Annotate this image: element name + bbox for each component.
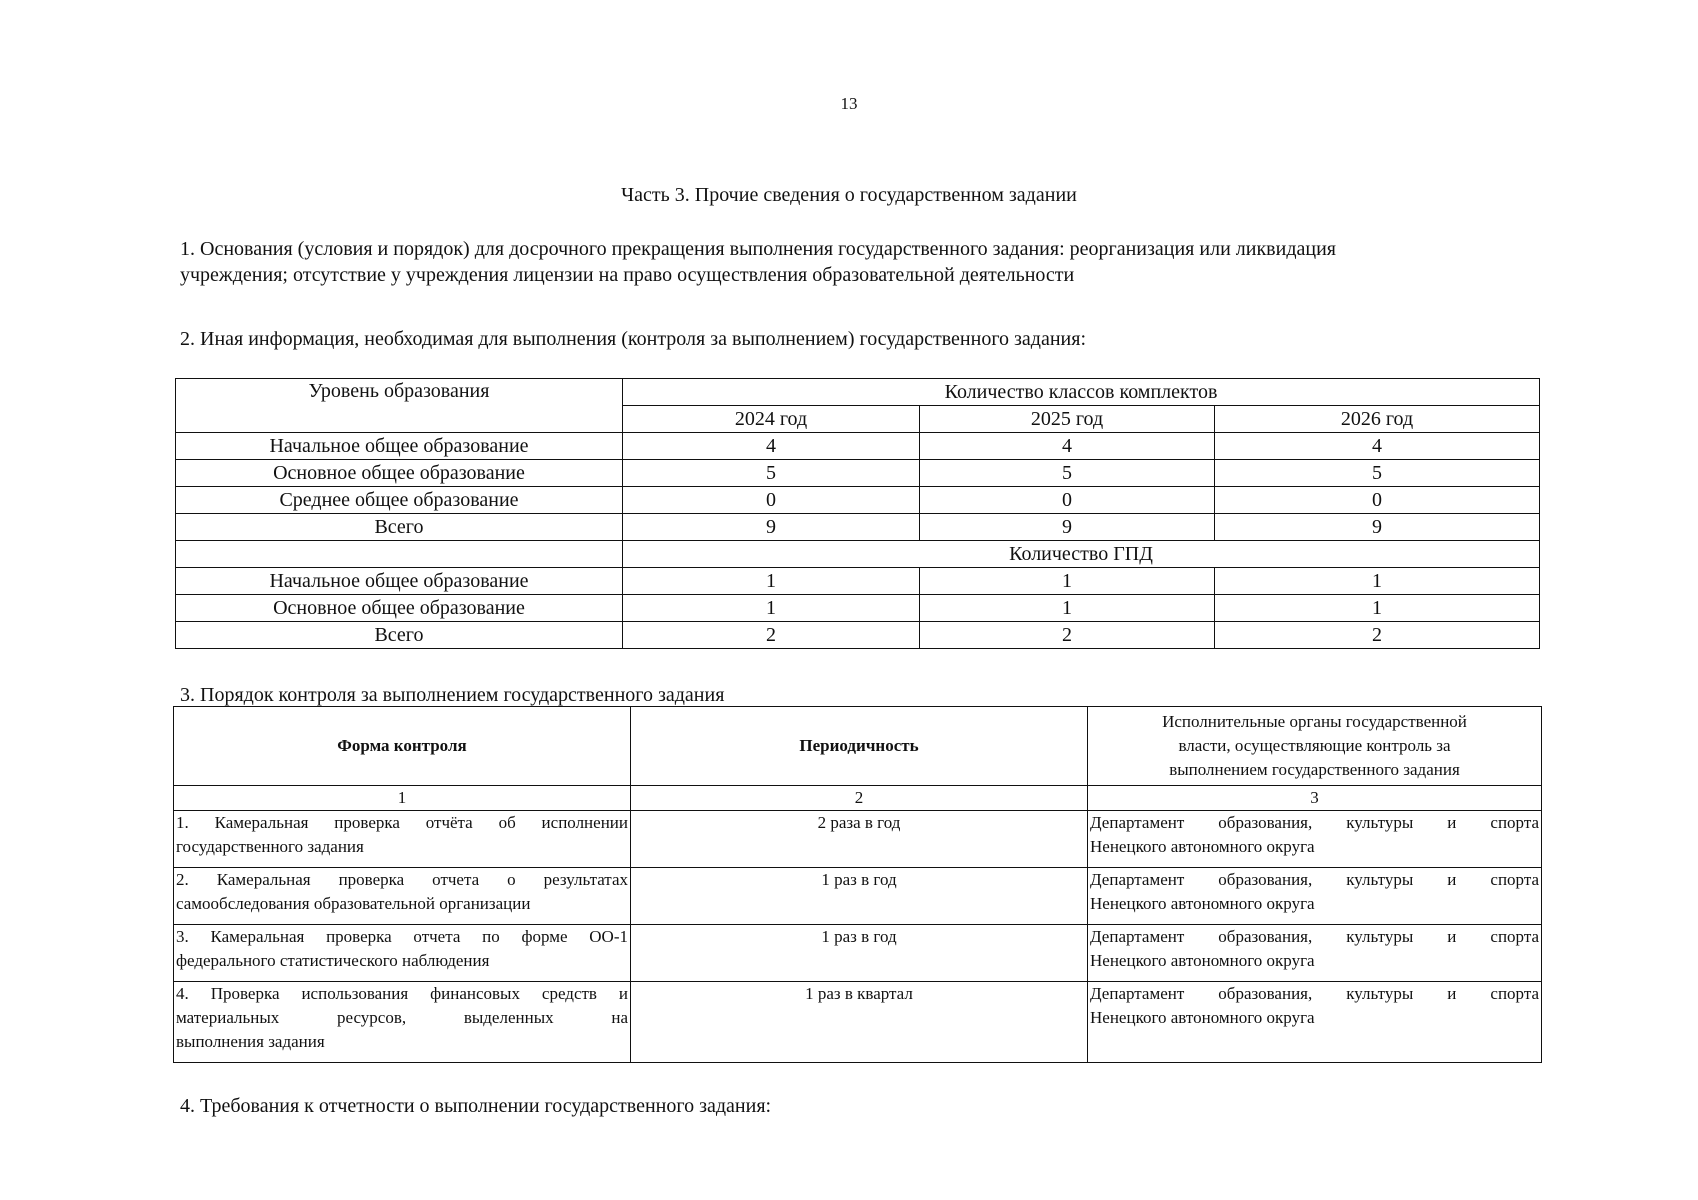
- control-table: [173, 706, 1542, 1063]
- column-number: 3: [1088, 786, 1542, 811]
- control-form-line: 2. Камеральная проверка отчета о результатах: [176, 870, 628, 889]
- column-number: 2: [631, 786, 1088, 811]
- year-header: 2026 год: [1215, 406, 1540, 433]
- control-form-line: материальных ресурсов, выделенных на: [176, 1008, 628, 1027]
- cell-value: 9: [623, 514, 920, 541]
- year-header: 2024 год: [623, 406, 920, 433]
- section-1-line-1: 1. Основания (условия и порядок) для досрочного прекращения выполнения государственного задания: реорганизация или ликвидация: [180, 238, 1336, 260]
- form-header: Форма контроля: [174, 707, 631, 786]
- gpd-header: Количество ГПД: [623, 541, 1540, 568]
- control-form-line: самообследования образовательной организации: [176, 894, 531, 913]
- cell-value: 5: [1215, 460, 1540, 487]
- table-row: [176, 595, 1540, 622]
- cell-value: 1: [920, 568, 1215, 595]
- table-row: [176, 460, 1540, 487]
- organ-header-line: выполнением государственного задания: [1169, 760, 1460, 779]
- row-label: Основное общее образование: [176, 460, 623, 487]
- classes-table: [175, 378, 1540, 649]
- control-form-line: выполнения задания: [176, 1032, 325, 1051]
- cell-value: 5: [623, 460, 920, 487]
- column-number: 1: [174, 786, 631, 811]
- control-form-line: 4. Проверка использования финансовых средств и: [176, 984, 628, 1003]
- control-organ: [1088, 925, 1542, 982]
- control-period: 1 раз в год: [631, 868, 1088, 925]
- section-1-line-2: учреждения; отсутствие у учреждения лицензии на право осуществления образовательной деятельности: [180, 264, 1075, 286]
- control-form-line: государственного задания: [176, 837, 364, 856]
- cell-value: 1: [1215, 595, 1540, 622]
- section-2-heading: 2. Иная информация, необходимая для выполнения (контроля за выполнением) государственного задания:: [180, 328, 1087, 350]
- control-form-line: федерального статистического наблюдения: [176, 951, 490, 970]
- level-header: Уровень образования: [176, 379, 623, 433]
- cell-value: 1: [1215, 568, 1540, 595]
- year-header: 2025 год: [920, 406, 1215, 433]
- section-4-heading: 4. Требования к отчетности о выполнении государственного задания:: [180, 1095, 772, 1117]
- cell-value: 2: [920, 622, 1215, 649]
- table-row: [174, 982, 1542, 1063]
- table-row: [176, 514, 1540, 541]
- row-label: Среднее общее образование: [176, 487, 623, 514]
- control-period: 1 раз в год: [631, 925, 1088, 982]
- control-organ-line: Департамент образования, культуры и спорта: [1090, 984, 1539, 1003]
- control-organ-line: Департамент образования, культуры и спорта: [1090, 813, 1539, 832]
- cell-value: 5: [920, 460, 1215, 487]
- control-period: 2 раза в год: [631, 811, 1088, 868]
- row-label: Начальное общее образование: [176, 568, 623, 595]
- control-organ: [1088, 811, 1542, 868]
- section-3-heading: 3. Порядок контроля за выполнением государственного задания: [180, 684, 725, 706]
- cell-value: 1: [920, 595, 1215, 622]
- cell-value: 2: [1215, 622, 1540, 649]
- control-form: [174, 868, 631, 925]
- cell-value: 9: [1215, 514, 1540, 541]
- control-organ-line: Ненецкого автономного округа: [1090, 951, 1315, 970]
- control-form: [174, 925, 631, 982]
- period-header: Периодичность: [631, 707, 1088, 786]
- cell-value: 1: [623, 568, 920, 595]
- empty-cell: [176, 541, 623, 568]
- cell-value: 1: [623, 595, 920, 622]
- row-label: Всего: [176, 622, 623, 649]
- cell-value: 4: [1215, 433, 1540, 460]
- row-label: Всего: [176, 514, 623, 541]
- cell-value: 9: [920, 514, 1215, 541]
- table-row: [176, 568, 1540, 595]
- control-organ: [1088, 868, 1542, 925]
- table-row: [174, 925, 1542, 982]
- table-row: [174, 811, 1542, 868]
- table-row: [174, 868, 1542, 925]
- control-period: 1 раз в квартал: [631, 982, 1088, 1063]
- count-header: Количество классов комплектов: [623, 379, 1540, 406]
- section-1-paragraph: [180, 236, 1560, 288]
- part-title: Часть 3. Прочие сведения о государственном задании: [621, 184, 1077, 206]
- table-row: [176, 541, 1540, 568]
- cell-value: 0: [1215, 487, 1540, 514]
- page-number: 13: [840, 94, 858, 113]
- control-form: [174, 811, 631, 868]
- cell-value: 4: [623, 433, 920, 460]
- cell-value: 4: [920, 433, 1215, 460]
- control-form-line: 1. Камеральная проверка отчёта об исполнении: [176, 813, 628, 832]
- control-form-line: 3. Камеральная проверка отчета по форме ОО-1: [176, 927, 628, 946]
- row-label: Основное общее образование: [176, 595, 623, 622]
- cell-value: 0: [623, 487, 920, 514]
- cell-value: 0: [920, 487, 1215, 514]
- control-organ: [1088, 982, 1542, 1063]
- table-row: [176, 487, 1540, 514]
- row-label: Начальное общее образование: [176, 433, 623, 460]
- table-row: [176, 622, 1540, 649]
- control-organ-line: Департамент образования, культуры и спорта: [1090, 927, 1539, 946]
- cell-value: 2: [623, 622, 920, 649]
- organ-header-line: Исполнительные органы государственной: [1162, 712, 1467, 731]
- control-organ-line: Ненецкого автономного округа: [1090, 837, 1315, 856]
- control-organ-line: Ненецкого автономного округа: [1090, 1008, 1315, 1027]
- organ-header-line: власти, осуществляющие контроль за: [1178, 736, 1451, 755]
- control-organ-line: Ненецкого автономного округа: [1090, 894, 1315, 913]
- control-organ-line: Департамент образования, культуры и спорта: [1090, 870, 1539, 889]
- table-row: [176, 433, 1540, 460]
- organ-header: [1088, 707, 1542, 786]
- control-form: [174, 982, 631, 1063]
